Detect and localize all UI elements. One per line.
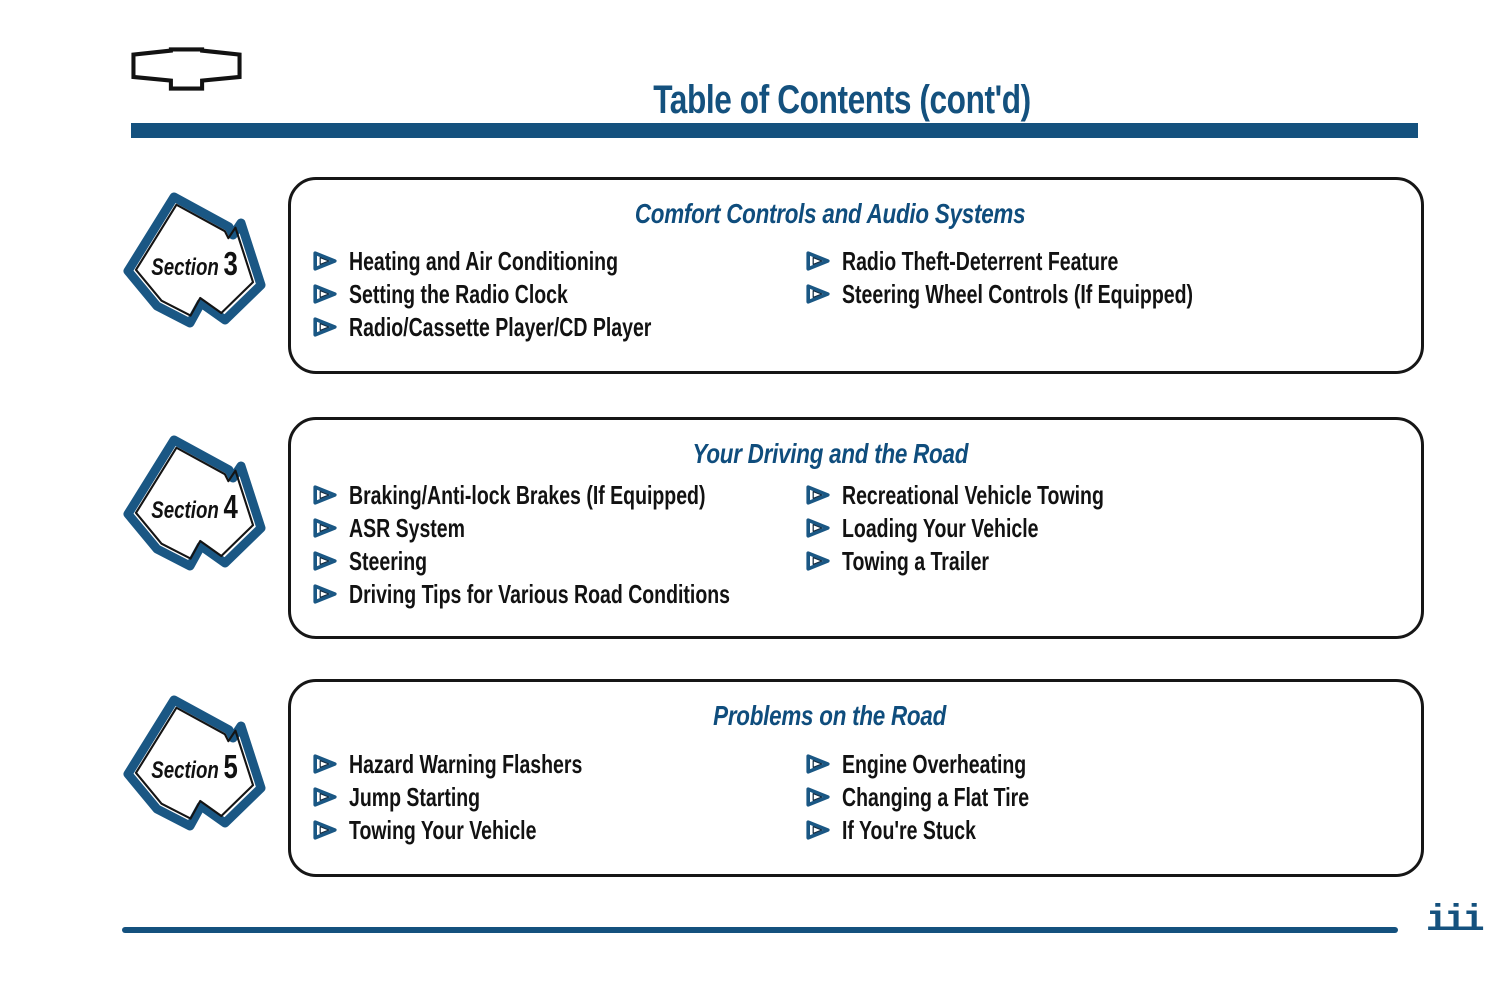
section-5-badge — [117, 692, 267, 837]
play-triangle-icon — [805, 484, 831, 506]
toc-item[interactable]: Jump Starting — [312, 785, 660, 809]
section-3-box — [288, 177, 1424, 374]
play-triangle-icon — [312, 786, 338, 808]
page-number: iii — [1426, 900, 1481, 942]
toc-item[interactable]: Loading Your Vehicle — [805, 516, 1191, 540]
section-number: 4 — [223, 488, 239, 525]
section-5-title: Problems on the Road — [713, 700, 947, 731]
page-title — [603, 78, 1081, 123]
play-triangle-icon — [312, 583, 338, 605]
play-triangle-icon — [805, 786, 831, 808]
play-triangle-icon — [312, 484, 338, 506]
section-word: Section — [151, 497, 220, 524]
section-5-right-column — [805, 748, 1091, 851]
footer-rule — [122, 927, 1398, 933]
play-triangle-icon — [312, 753, 338, 775]
section-3-title: Comfort Controls and Audio Systems — [634, 198, 1026, 229]
play-triangle-icon — [805, 250, 831, 272]
toc-item[interactable]: Towing Your Vehicle — [312, 818, 660, 842]
section-4-left-column — [312, 479, 857, 615]
section-badge-text — [123, 488, 267, 526]
section-badge-text — [123, 245, 267, 283]
toc-item[interactable]: Changing a Flat Tire — [805, 785, 1091, 809]
section-4-right-column — [805, 479, 1191, 582]
toc-item[interactable]: Setting the Radio Clock — [312, 282, 752, 306]
play-triangle-icon — [805, 819, 831, 841]
section-badge-text — [123, 748, 267, 786]
play-triangle-icon — [312, 283, 338, 305]
play-triangle-icon — [312, 819, 338, 841]
section-3-left-column — [312, 245, 752, 348]
play-triangle-icon — [805, 517, 831, 539]
section-word: Section — [151, 254, 220, 281]
toc-item[interactable]: Braking/Anti-lock Brakes (If Equipped) — [312, 483, 857, 507]
toc-item[interactable]: Radio Theft-Deterrent Feature — [805, 249, 1310, 273]
play-triangle-icon — [805, 753, 831, 775]
toc-item[interactable]: Engine Overheating — [805, 752, 1091, 776]
toc-item[interactable]: Steering — [312, 549, 857, 573]
section-3-badge — [117, 189, 267, 334]
section-4-box — [288, 417, 1424, 639]
play-triangle-icon — [805, 283, 831, 305]
toc-item[interactable]: If You're Stuck — [805, 818, 1091, 842]
section-4-badge — [117, 432, 267, 577]
page-title-text: Table of Contents (cont'd) — [653, 78, 1031, 122]
toc-item[interactable]: Radio/Cassette Player/CD Player — [312, 315, 752, 339]
toc-item[interactable]: Steering Wheel Controls (If Equipped) — [805, 282, 1310, 306]
title-underline-bar — [131, 123, 1418, 138]
play-triangle-icon — [312, 550, 338, 572]
section-4-title: Your Driving and the Road — [692, 438, 968, 469]
toc-item[interactable]: Recreational Vehicle Towing — [805, 483, 1191, 507]
section-5-box — [288, 679, 1424, 877]
play-triangle-icon — [312, 250, 338, 272]
play-triangle-icon — [312, 517, 338, 539]
toc-item[interactable]: Heating and Air Conditioning — [312, 249, 752, 273]
toc-item[interactable]: Driving Tips for Various Road Conditions — [312, 582, 857, 606]
toc-item[interactable]: ASR System — [312, 516, 857, 540]
toc-item[interactable]: Towing a Trailer — [805, 549, 1191, 573]
section-word: Section — [151, 757, 220, 784]
section-number: 3 — [223, 245, 239, 282]
toc-item[interactable]: Hazard Warning Flashers — [312, 752, 660, 776]
play-triangle-icon — [805, 550, 831, 572]
section-number: 5 — [223, 748, 239, 785]
play-triangle-icon — [312, 316, 338, 338]
chevrolet-bowtie-icon — [128, 47, 245, 91]
section-3-right-column — [805, 245, 1310, 315]
section-5-left-column — [312, 748, 660, 851]
